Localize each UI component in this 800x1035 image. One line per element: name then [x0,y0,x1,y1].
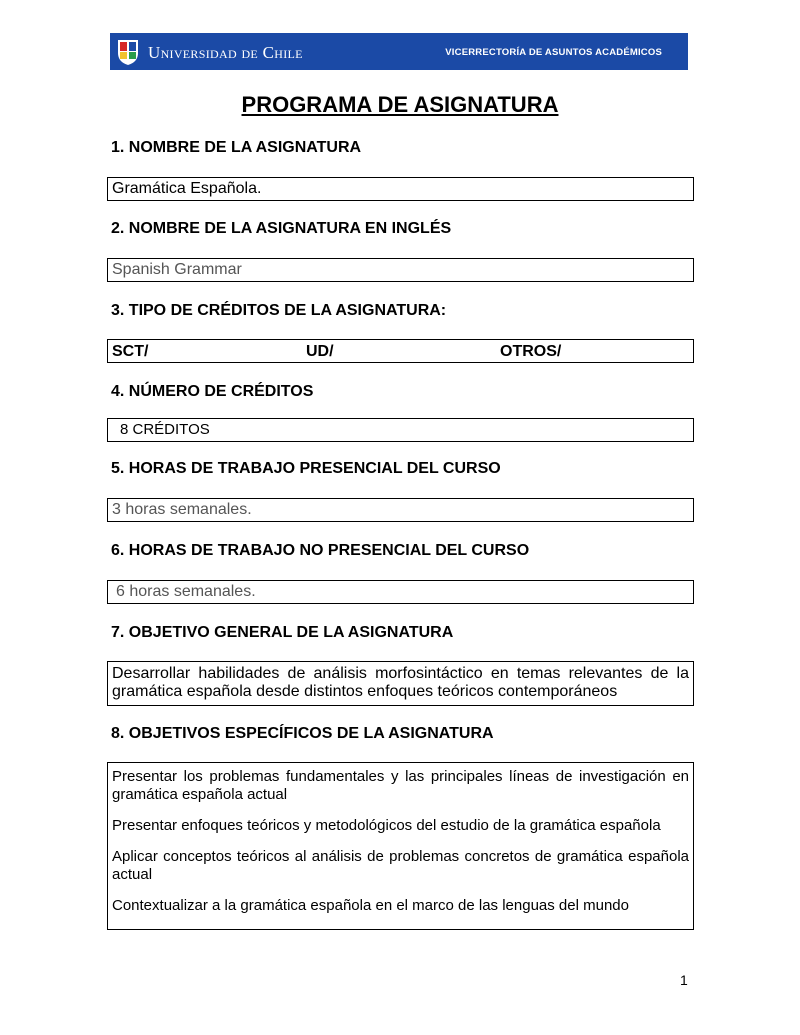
header-banner [110,33,688,70]
objective-item: Aplicar conceptos teóricos al análisis de problemas concretos de gramática española actual [112,848,689,883]
otros-label: OTROS/ [500,343,562,360]
objective-item: Presentar enfoques teóricos y metodológicos del estudio de la gramática española [112,817,661,834]
sct-label: SCT/ [112,343,149,360]
section-6-value: 6 horas semanales. [107,580,694,604]
section-5-heading: 5. HORAS DE TRABAJO PRESENCIAL DEL CURSO [111,460,501,477]
section-2-heading: 2. NOMBRE DE LA ASIGNATURA EN INGLÉS [111,220,452,237]
section-4-heading: 4. NÚMERO DE CRÉDITOS [111,383,314,400]
section-1-heading: 1. NOMBRE DE LA ASIGNATURA [111,139,362,156]
objective-item: Presentar los problemas fundamentales y las principales líneas de investigación en gramática española actual [112,768,689,803]
section-2-value: Spanish Grammar [107,258,694,282]
section-8-box [107,762,694,930]
page-number: 1 [680,972,688,988]
section-7-heading: 7. OBJETIVO GENERAL DE LA ASIGNATURA [111,624,454,641]
section-3-credit-types [107,339,694,363]
document-title: PROGRAMA DE ASIGNATURA [241,92,559,117]
section-4-value: 8 CRÉDITOS [107,418,694,442]
university-name: Universidad de Chile [148,43,303,62]
section-7-value: Desarrollar habilidades de análisis morfosintáctico en temas relevantes de la gramática española desde distintos enfoques teóricos contemporáneos [112,665,689,700]
section-1-value: Gramática Española. [107,177,694,201]
ud-label: UD/ [306,343,334,360]
university-seal-icon [114,37,142,66]
section-5-value: 3 horas semanales. [107,498,694,522]
objective-item: Contextualizar a la gramática española en el marco de las lenguas del mundo [112,897,629,914]
vicerrectoria-label: VICERRECTORÍA DE ASUNTOS ACADÉMICOS [445,47,662,58]
section-3-heading: 3. TIPO DE CRÉDITOS DE LA ASIGNATURA: [111,302,447,319]
section-6-heading: 6. HORAS DE TRABAJO NO PRESENCIAL DEL CURSO [111,542,530,559]
section-7-box [107,661,694,706]
section-8-heading: 8. OBJETIVOS ESPECÍFICOS DE LA ASIGNATURA [111,725,494,742]
